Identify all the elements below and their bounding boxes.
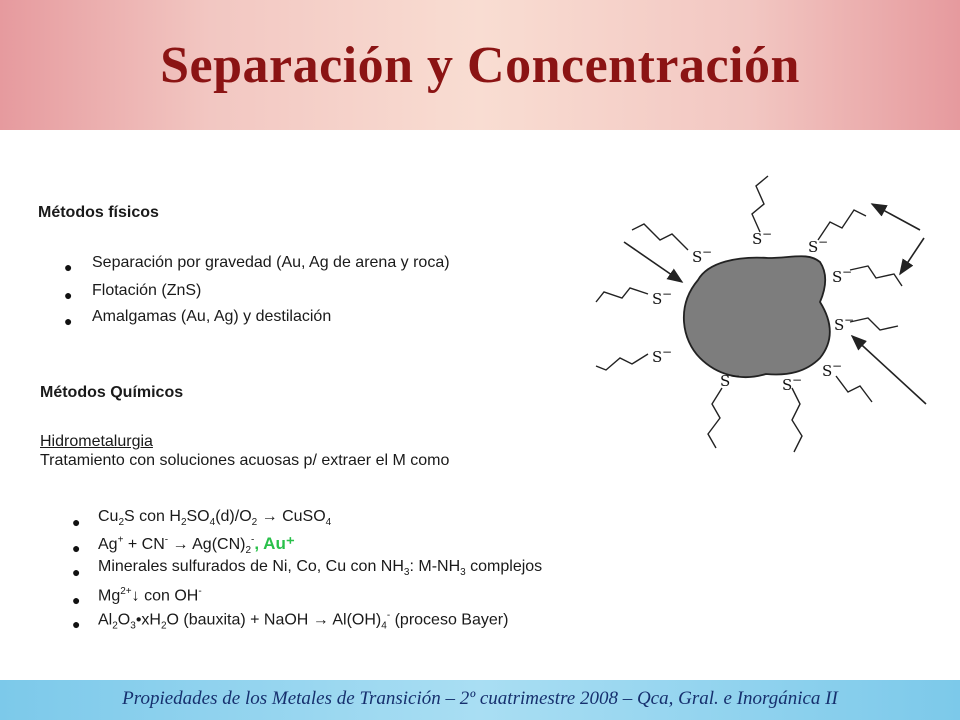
handwritten-note: , Au⁺	[254, 534, 295, 553]
sulfur-charge: −	[730, 369, 741, 383]
sulfur-label: S	[834, 316, 845, 334]
alkyl-chain	[850, 266, 902, 286]
sulfur-charge: −	[662, 345, 673, 359]
sulfur-charge: −	[832, 359, 843, 373]
alkyl-chain	[792, 388, 802, 452]
bullet-icon: ●	[72, 514, 81, 530]
alkyl-chain	[596, 288, 648, 302]
alkyl-chain	[836, 376, 872, 402]
quimicos-item-cu2s: $Cu_2S$ con $H_2SO_4(d)/O_2$ → CuSO$_4$	[98, 508, 332, 529]
bullet-icon: ●	[64, 259, 73, 275]
sulfur-label: S	[822, 362, 833, 380]
bullet-icon: ●	[64, 313, 73, 329]
alkyl-chain	[632, 224, 688, 250]
arrow-icon	[872, 204, 920, 230]
mineral-particle	[684, 256, 830, 377]
sulfur-label: S	[808, 238, 819, 256]
sulfur-label: S	[752, 230, 763, 248]
slide-title: Separación y Concentración	[160, 37, 800, 94]
bullet-icon: ●	[64, 287, 73, 303]
sulfur-label: S	[692, 248, 703, 266]
sulfur-label: S	[652, 348, 663, 366]
sulfur-charge: −	[702, 245, 713, 259]
alkyl-chain	[596, 354, 648, 370]
flotation-particle-diagram	[580, 170, 950, 460]
footer-bar	[0, 680, 960, 720]
alkyl-chain	[850, 318, 898, 330]
sulfur-charge: −	[762, 227, 773, 241]
hidrometalurgia-description: Tratamiento con soluciones acuosas p/ extraer el M como	[40, 452, 450, 469]
fisicos-item-gravedad: Separación por gravedad (Au, Ag de arena y roca)	[92, 254, 450, 271]
arrow-icon	[624, 242, 682, 282]
sulfur-label: S	[720, 372, 731, 390]
footer-text: Propiedades de los Metales de Transición – 2º cuatrimestre 2008 – Qca, Gral. e Inorgánica II	[122, 688, 838, 709]
quimicos-item-al2o3: $Al_2O_3•xH_2O$ (bauxita) + NaOH → $Al(OH)_4^-$ (proceso Bayer)	[98, 610, 509, 632]
sulfur-label: S	[832, 268, 843, 286]
sulfur-charge: −	[842, 265, 853, 279]
arrow-icon	[852, 336, 926, 404]
fisicos-item-amalgamas: Amalgamas (Au, Ag) y destilación	[92, 308, 332, 325]
quimicos-item-mg: $Mg^{2+}↓$ con OH-	[98, 586, 202, 605]
hidrometalurgia-heading: Hidrometalurgia	[40, 433, 153, 450]
quimicos-item-minerales: Minerales sulfurados de Ni, Co, Cu con $NH_3$: $M-NH_3$ complejos	[98, 558, 543, 579]
fisicos-item-flotacion: Flotación (ZnS)	[92, 282, 202, 299]
bullet-icon: ●	[72, 592, 81, 608]
sulfur-label: S	[652, 290, 663, 308]
quimicos-item-ag: $Ag^+ + CN^- \to Ag(CN)_2^-$, Au⁺	[98, 534, 295, 557]
sulfur-label: S	[782, 376, 793, 394]
sulfur-charge: −	[792, 373, 803, 387]
sulfur-charge: −	[844, 313, 855, 327]
alkyl-chain	[708, 388, 722, 448]
title-bar	[0, 0, 960, 130]
sulfur-charge: −	[818, 235, 829, 249]
sulfur-charge: −	[662, 287, 673, 301]
fisicos-heading: Métodos físicos	[38, 204, 159, 221]
bullet-icon: ●	[72, 564, 81, 580]
bullet-icon: ●	[72, 540, 81, 556]
quimicos-heading: Métodos Químicos	[40, 384, 184, 401]
bullet-icon: ●	[72, 616, 81, 632]
arrow-icon	[900, 238, 924, 274]
alkyl-chain	[752, 176, 768, 232]
